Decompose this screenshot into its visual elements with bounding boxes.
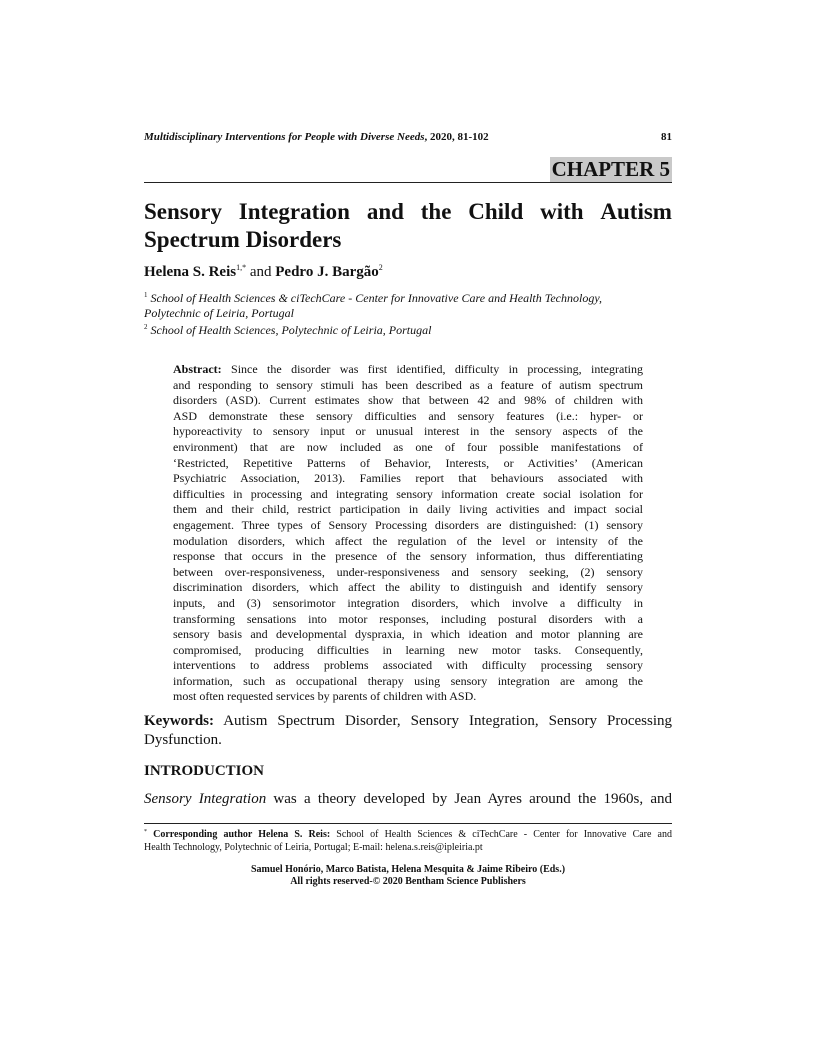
affiliation-sup: 1 — [144, 291, 148, 299]
author-conj: and — [246, 264, 276, 280]
abstract-line: environment) that are now included as one of four possible manifestations of — [173, 439, 643, 454]
title-word: the — [420, 199, 452, 224]
chapter-label: CHAPTER 5 — [551, 157, 670, 181]
footnote-line: Health Technology, Polytechnic of Leiria, Portugal; E-mail: helena.s.reis@ipleiria.pt — [144, 842, 483, 853]
abstract-label: Abstract: — [173, 362, 222, 376]
title-word: with — [540, 199, 584, 224]
abstract-line: ASD demonstrate these sensory difficulties and sensory features (i.e.: hyper- or — [173, 408, 643, 423]
abstract-line: Abstract: Since the disorder was first identified, difficulty in processing, integrating — [173, 362, 643, 376]
affiliation-text: School of Health Sciences & ciTechCare - Center for Innovative Care and Health Technology, — [150, 291, 602, 305]
footnote — [144, 826, 672, 854]
affiliation-1 — [144, 288, 672, 321]
editors-block — [144, 864, 672, 888]
affiliation-line — [144, 288, 672, 306]
section-heading: INTRODUCTION — [144, 763, 265, 779]
abstract-line: and responding to sensory stimuli has been described as a feature of autism spectrum — [173, 377, 643, 392]
abstract-line: sensory basis and developmental dyspraxia, in which ideation and motor planning are — [173, 627, 643, 642]
title-word: Autism — [600, 199, 672, 224]
abstract-line: engagement. Three types of Sensory Processing disorders are distinguished: (1) sensory — [173, 517, 643, 532]
journal-title: Multidisciplinary Interventions for People with Diverse Needs — [144, 131, 425, 143]
author-sup: 1,* — [236, 263, 247, 272]
title-line-2: Spectrum Disorders — [144, 227, 342, 252]
keywords — [144, 712, 672, 750]
chapter-rule — [144, 182, 672, 183]
abstract-line: disorders (ASD). Current estimates show that between 42 and 98% of children with — [173, 393, 643, 408]
abstract-line: inputs, and (3) sensorimotor integration disorders, which involve a difficulty in — [173, 595, 643, 610]
abstract-line: information, such as occupational therapy using sensory integration are among the — [173, 673, 643, 688]
affiliation-sup: 2 — [144, 323, 148, 331]
author-line — [144, 263, 383, 281]
intro-text: was a theory developed by Jean Ayres around the 1960s, and — [266, 791, 672, 807]
abstract-line: transforming sensations into motor responses, including postural disorders with a — [173, 611, 643, 626]
citation: , 2020, 81-102 — [424, 131, 489, 143]
footnote-label: Corresponding author Helena S. Reis: — [147, 829, 331, 840]
abstract-line: hyporeactivity to sensory input or unusual interest in the sensory aspects of the — [173, 424, 643, 439]
abstract — [173, 362, 643, 705]
keywords-line: Keywords: Autism Spectrum Disorder, Sensory Integration, Sensory Processing — [144, 713, 672, 729]
keywords-line: Dysfunction. — [144, 732, 222, 748]
page-number: 81 — [661, 131, 672, 143]
affiliation-line: Polytechnic of Leiria, Portugal — [144, 306, 294, 320]
footnote-sup: * — [144, 829, 147, 835]
author-name: Helena S. Reis — [144, 264, 237, 280]
editors-line: Samuel Honório, Marco Batista, Helena Mesquita & Jaime Ribeiro (Eds.) — [250, 864, 566, 875]
abstract-line: discrimination disorders, which affect the ability to distinguish and identify sensory — [173, 580, 643, 595]
abstract-line: most often requested services by parents of children with ASD. — [173, 689, 477, 704]
abstract-line: them and their child, restrict participation in daily living activities and impact social — [173, 502, 643, 517]
title-word: and — [366, 199, 404, 224]
intro-paragraph — [144, 791, 672, 808]
abstract-line: compromised, producing difficulties in learning new motor tasks. Consequently, — [173, 642, 643, 657]
affiliation-text: School of Health Sciences, Polytechnic of Leiria, Portugal — [150, 323, 432, 337]
affiliation-2 — [144, 320, 672, 338]
intro-italic: Sensory Integration — [144, 791, 267, 807]
footnote-rule — [144, 823, 672, 824]
author-name: Pedro J. Bargão — [275, 264, 379, 280]
title-word: Sensory — [144, 199, 222, 224]
abstract-line: between over-responsiveness, under-responsiveness and sensory seeking, (2) sensory — [173, 564, 643, 579]
title-line-1 — [144, 198, 672, 226]
abstract-line: difficulties in processing and integrating sensory information create social isolation for — [173, 486, 643, 501]
abstract-line: response that occurs in the presence of the sensory information, thus differentiating — [173, 549, 643, 564]
footnote-line: * Corresponding author Helena S. Reis: School of Health Sciences & ciTechCare - Center for Innovative Care and — [144, 829, 672, 840]
title-word: Child — [468, 199, 524, 224]
abstract-line: modulation disorders, which affect the regulation of the level or intensity of the — [173, 533, 643, 548]
title-word: Integration — [238, 199, 350, 224]
abstract-line: ‘Restricted, Repetitive Patterns of Behavior, Interests, or Activities’ (American — [173, 455, 643, 470]
author-sup: 2 — [378, 263, 383, 272]
abstract-line: interventions to address problems associated with difficulty processing sensory — [173, 658, 643, 673]
abstract-line: Psychiatric Association, 2013). Families report that behaviours associated with — [173, 471, 643, 486]
keywords-label: Keywords: — [144, 713, 214, 729]
chapter-title — [144, 198, 672, 254]
copyright-line: All rights reserved-© 2020 Bentham Science Publishers — [290, 876, 526, 887]
running-head — [144, 131, 672, 143]
